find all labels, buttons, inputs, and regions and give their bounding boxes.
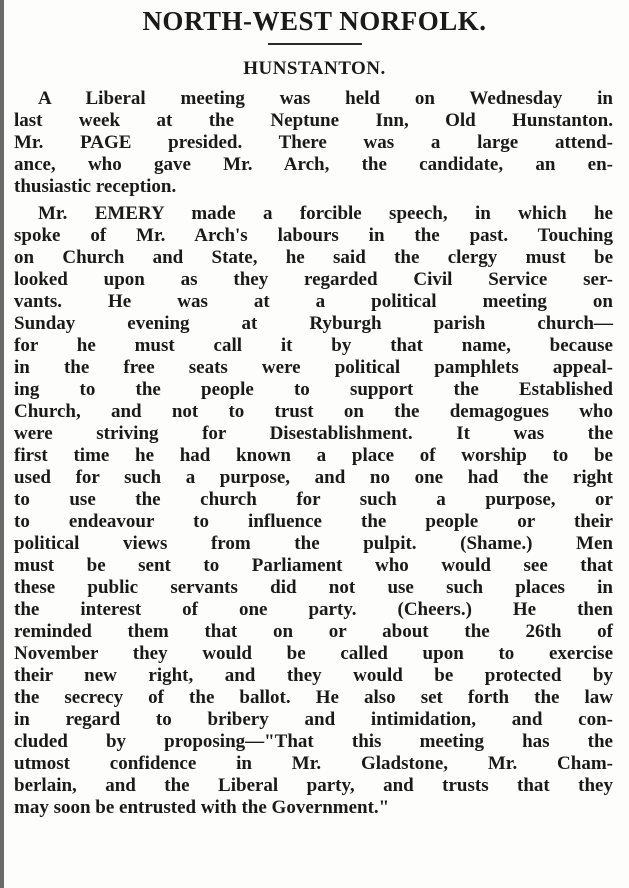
article-line: looked upon as they regarded Civil Service ser- bbox=[14, 269, 613, 290]
heading-divider bbox=[268, 43, 362, 45]
article-line: vants. He was at a political meeting on bbox=[14, 291, 613, 312]
article-line: in the free seats were political pamphlets appeal- bbox=[14, 357, 613, 378]
article-line: November they would be called upon to exercise bbox=[14, 643, 613, 664]
article-line: A Liberal meeting was held on Wednesday in bbox=[38, 88, 613, 109]
article-line: their new right, and they would be protected by bbox=[14, 665, 613, 686]
article-line: for he must call it by that name, because bbox=[14, 335, 613, 356]
article-line: Mr. EMERY made a forcible speech, in which he bbox=[38, 203, 613, 224]
article-line: must be sent to Parliament who would see that bbox=[14, 555, 613, 576]
article-line: were striving for Disestablishment. It was the bbox=[14, 423, 613, 444]
article-line: used for such a purpose, and no one had the right bbox=[14, 467, 613, 488]
article-line: to use the church for such a purpose, or bbox=[14, 489, 613, 510]
article-line: Sunday evening at Ryburgh parish church— bbox=[14, 313, 613, 334]
column-border bbox=[0, 0, 4, 888]
article-line: thusiastic reception. bbox=[14, 176, 177, 197]
article-line: to endeavour to influence the people or their bbox=[14, 511, 613, 532]
masthead-title: NORTH-WEST NORFOLK. bbox=[142, 6, 487, 36]
article-line: the interest of one party. (Cheers.) He then bbox=[14, 599, 613, 620]
article-line: berlain, and the Liberal party, and trusts that they bbox=[14, 775, 613, 796]
article-line: cluded by proposing—"That this meeting has the bbox=[14, 731, 613, 752]
article-line: in regard to bribery and intimidation, and con- bbox=[14, 709, 613, 730]
article-line: spoke of Mr. Arch's labours in the past. Touching bbox=[14, 225, 613, 246]
article-line: last week at the Neptune Inn, Old Hunstanton. bbox=[14, 110, 613, 131]
article-line: reminded them that on or about the 26th of bbox=[14, 621, 613, 642]
article-subheading: HUNSTANTON. bbox=[243, 58, 386, 79]
article-line: first time he had known a place of worship to be bbox=[14, 445, 613, 466]
article-line: ance, who gave Mr. Arch, the candidate, an en- bbox=[14, 154, 613, 175]
article-line: Church, and not to trust on the demagogues who bbox=[14, 401, 613, 422]
article-line: may soon be entrusted with the Government." bbox=[14, 797, 390, 818]
article-line: ing to the people to support the Established bbox=[14, 379, 613, 400]
article-line: on Church and State, he said the clergy must be bbox=[14, 247, 613, 268]
article-line: political views from the pulpit. (Shame.) Men bbox=[14, 533, 613, 554]
article-line: utmost confidence in Mr. Gladstone, Mr. Cham- bbox=[14, 753, 613, 774]
article-line: Mr. PAGE presided. There was a large attend- bbox=[14, 132, 613, 153]
article-line: these public servants did not use such places in bbox=[14, 577, 613, 598]
article-line: the secrecy of the ballot. He also set forth the law bbox=[14, 687, 613, 708]
